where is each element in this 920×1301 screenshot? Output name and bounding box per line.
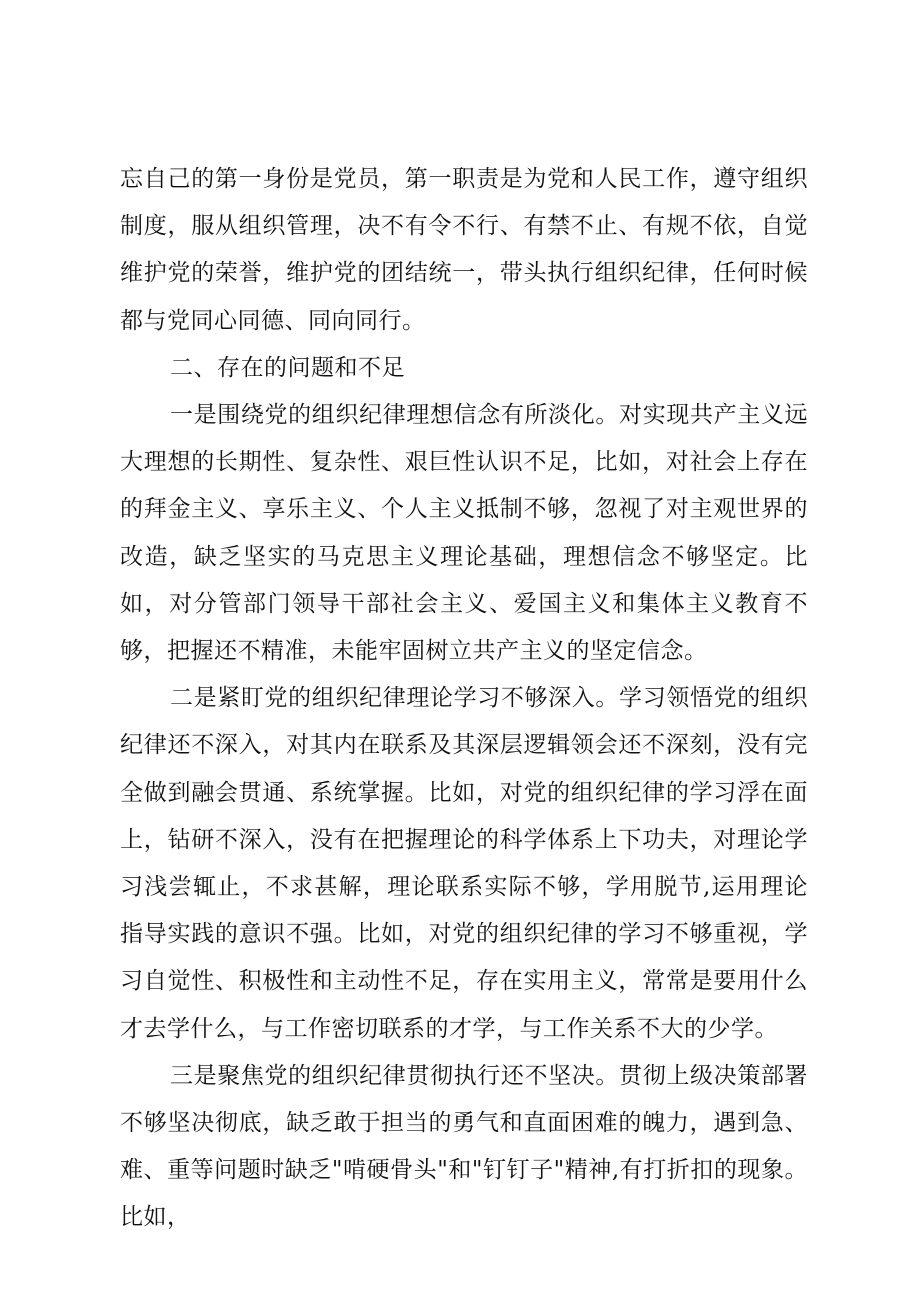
- paragraph-implementation: 三是聚焦党的组织纪律贯彻执行还不坚决。贯彻上级决策部署不够坚决彻底，缺乏敢于担当的勇气和直面困难的魄力，遇到急、难、重等问题时缺乏"啃硬骨头"和"钉钉子"精神,有打折扣的现象。比如，: [120, 1062, 808, 1231]
- document-body: [120, 156, 808, 1242]
- paragraph-ideals: 一是围绕党的组织纪律理想信念有所淡化。对实现共产主义远大理想的长期性、复杂性、艰巨性认识不足，比如，对社会上存在的拜金主义、享乐主义、个人主义抵制不够，忽视了对主观世界的改造，缺乏坚实的马克思主义理论基础，理想信念不够坚定。比如，对分管部门领导干部社会主义、爱国主义和集体主义教育不够，把握还不精准，未能牢固树立共产主义的坚定信念。: [120, 402, 808, 665]
- section-heading: 二、存在的问题和不足: [170, 354, 405, 381]
- paragraph-theory-study: 二是紧盯党的组织纪律理论学习不够深入。学习领悟党的组织纪律还不深入，对其内在联系及其深层逻辑领会还不深刻，没有完全做到融会贯通、系统掌握。比如，对党的组织纪律的学习浮在面上，钻研不深入，没有在把握理论的科学体系上下功夫，对理论学习浅尝辄止，不求甚解，理论联系实际不够，学用脱节,运用理论指导实践的意识不强。比如，对党的组织纪律的学习不够重视，学习自觉性、积极性和主动性不足，存在实用主义，常常是要用什么才去学什么，与工作密切联系的才学，与工作关系不大的少学。: [120, 685, 808, 1042]
- continuation-paragraph: 忘自己的第一身份是党员，第一职责是为党和人民工作，遵守组织制度，服从组织管理，决不有令不行、有禁不止、有规不依，自觉维护党的荣誉，维护党的团结统一，带头执行组织纪律，任何时候都与党同心同德、同向同行。: [120, 166, 808, 334]
